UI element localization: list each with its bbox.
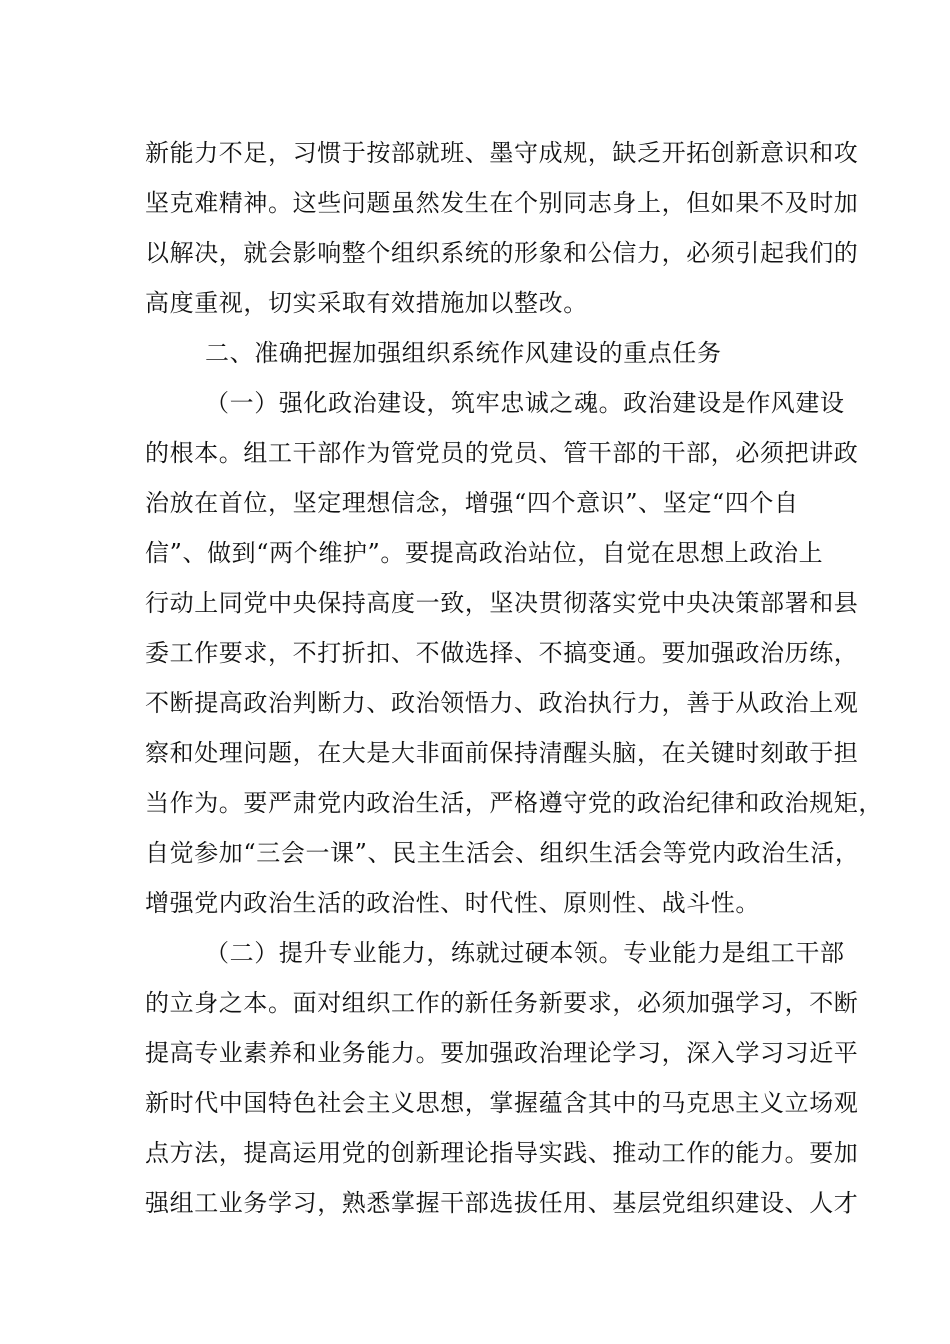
paragraph-line: 坚克难精神。这些问题虽然发生在个别同志身上，但如果不及时加: [145, 189, 859, 217]
paragraph-line: 高度重视，切实采取有效措施加以整改。: [145, 289, 588, 317]
paragraph-line: 的根本。组工干部作为管党员的党员、管干部的干部，必须把讲政: [145, 439, 859, 467]
paragraph-line: 新能力不足，习惯于按部就班、墨守成规，缺乏开拓创新意识和攻: [145, 139, 859, 167]
paragraph-line: 提高专业素养和业务能力。要加强政治理论学习，深入学习习近平: [145, 1039, 859, 1067]
paragraph-line: 的立身之本。面对组织工作的新任务新要求，必须加强学习，不断: [145, 989, 859, 1017]
paragraph-line: 自觉参加“三会一课”、民主生活会、组织生活会等党内政治生活，: [145, 839, 860, 867]
section-heading: 二、准确把握加强组织系统作风建设的重点任务: [205, 339, 722, 367]
paragraph-line: 增强党内政治生活的政治性、时代性、原则性、战斗性。: [145, 889, 760, 917]
paragraph-line: 委工作要求，不打折扣、不做选择、不搞变通。要加强政治历练，: [145, 639, 859, 667]
subsection-heading-line: （一）强化政治建设，筑牢忠诚之魂。政治建设是作风建设: [205, 389, 845, 417]
paragraph-line: 当作为。要严肃党内政治生活，严格遵守党的政治纪律和政治规矩，: [145, 789, 883, 817]
paragraph-line: 察和处理问题，在大是大非面前保持清醒头脑，在关键时刻敢于担: [145, 739, 859, 767]
paragraph-line: 以解决，就会影响整个组织系统的形象和公信力，必须引起我们的: [145, 239, 859, 267]
paragraph-line: 新时代中国特色社会主义思想，掌握蕴含其中的马克思主义立场观: [145, 1089, 859, 1117]
paragraph-line: 强组工业务学习，熟悉掌握干部选拔任用、基层党组织建设、人才: [145, 1189, 859, 1217]
paragraph-line: 不断提高政治判断力、政治领悟力、政治执行力，善于从政治上观: [145, 689, 859, 717]
subsection-heading-line: （二）提升专业能力，练就过硬本领。专业能力是组工干部: [205, 939, 845, 967]
paragraph-line: 治放在首位，坚定理想信念，增强“四个意识”、坚定“四个自: [145, 489, 799, 517]
paragraph-line: 点方法，提高运用党的创新理论指导实践、推动工作的能力。要加: [145, 1139, 859, 1167]
paragraph-line: 行动上同党中央保持高度一致，坚决贯彻落实党中央决策部署和县: [145, 589, 859, 617]
paragraph-line: 信”、做到“两个维护”。要提高政治站位，自觉在思想上政治上: [145, 539, 824, 567]
